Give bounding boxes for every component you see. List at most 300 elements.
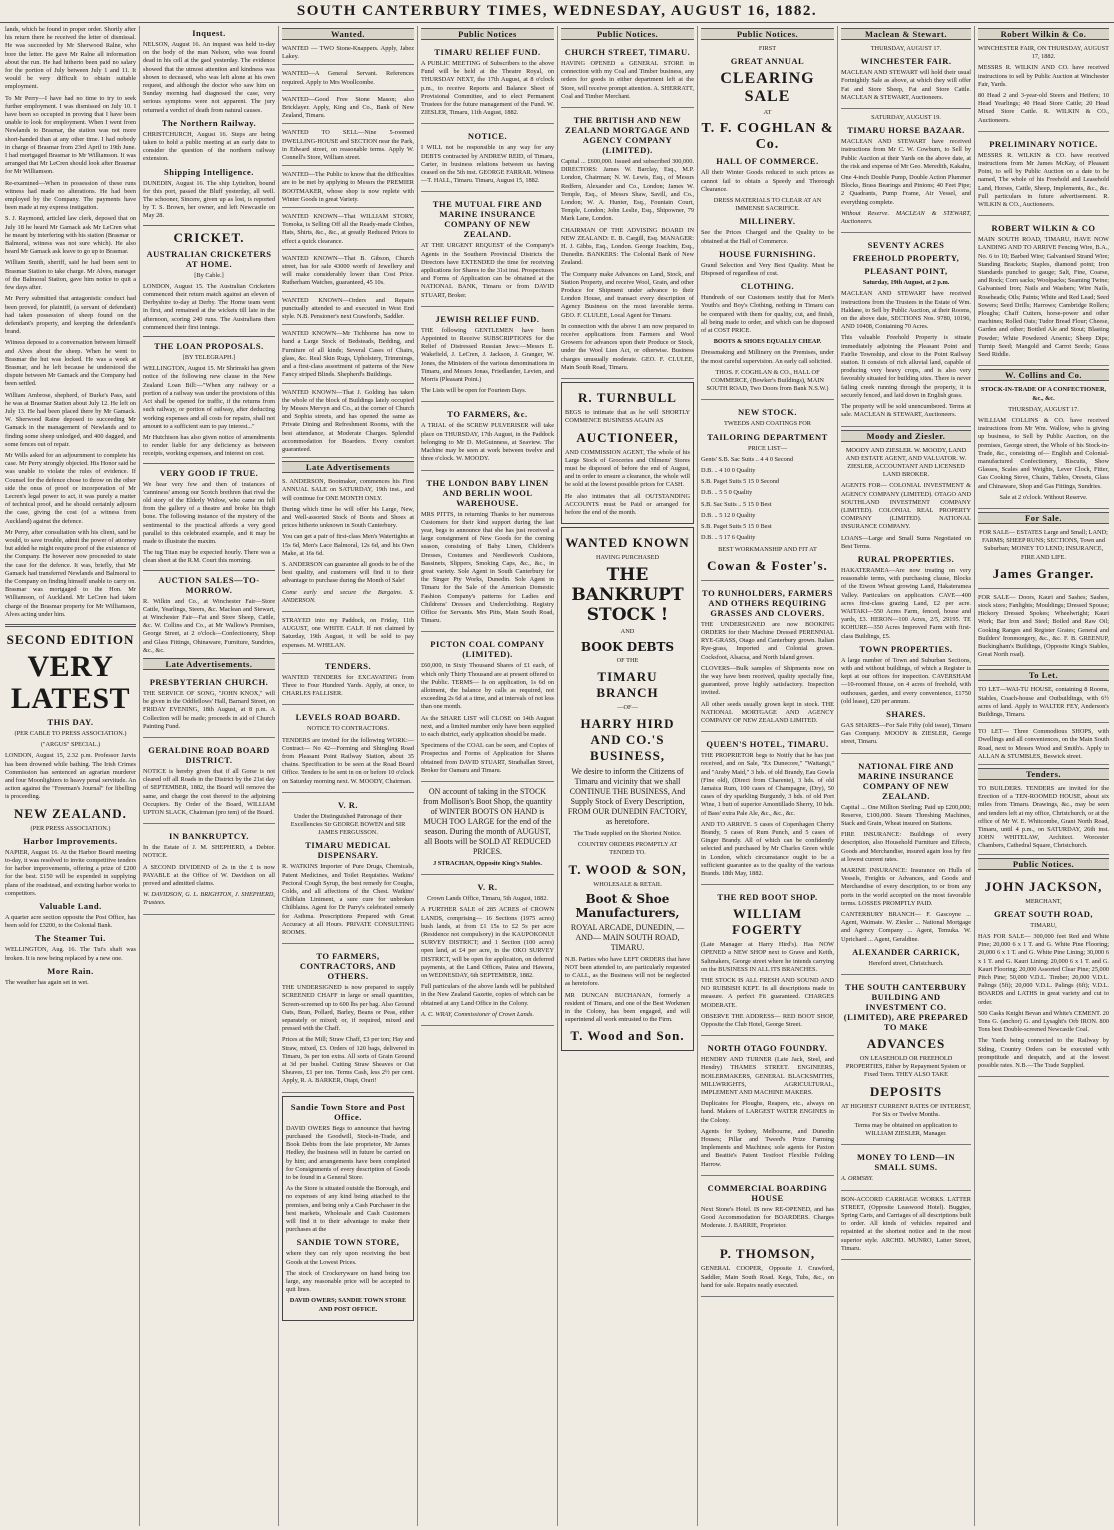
vr-mark: V. R.	[337, 799, 359, 810]
ad-text: Capital ... One Million Sterling; Paid up £200,000; Reserve, £100,000. Steam Threshing Machines, Stack and Grain, Wheat insured on Stations.	[841, 803, 971, 827]
building-heading: THE SOUTH CANTERBURY BUILDING AND INVESTMENT CO. (LIMITED), ARE PREPARED TO MAKE	[843, 982, 969, 1033]
ad-text: One 4-inch Double Pump, Double Action Plummer Blocks, Brass Bearings and Pinions; 40 Feet Pipe; 2 Quadrants, Pump Frame, Air Vessel, and everything complete.	[841, 174, 971, 206]
wilkin-heading: Robert Wilkin & Co.	[978, 28, 1109, 40]
ad-block	[701, 888, 834, 1036]
town-label: TOWN PROPERTIES.	[859, 643, 953, 654]
ad-text: Capital ... £600,000. Issued and subscribed 300,000. DIRECTORS: James W. Barclay, Esq., M.P. London, Chairman; N. W. Lewis, Esq., of Messrs Redfern, Alexander and Co., London; James W. Temple, Esq., of Messrs Shaw, Savill, and Co., London; W. A. Hunter, Esq., Fountain Court, Temple, London; John Leslie, Esq., Shipowner, 79 Mark Lane, London.	[561, 158, 694, 223]
ad-text: See the Prices Charged and the Quality to be obtained at the Hall of Commerce.	[701, 229, 834, 245]
article-text: DUNEDIN, August 16. The ship Lyttelton, bound for this port, passed the Bluff yesterday, all well. The schooner, Sincere, given up as lost, is reported by T. S. Brown, her owner, and left Newcastle on May 28.	[143, 179, 275, 220]
tenders-heading: TENDERS.	[324, 660, 372, 671]
ad-text: In the Estate of J. M. SHEPHERD, a Debtor. NOTICE.	[143, 844, 275, 860]
ad-block	[841, 1148, 971, 1190]
thomson-heading: P. THOMSON,	[719, 1246, 816, 1262]
ad-text: A large number of Town and Suburban Sections, with and without buildings, of which a Register is kept at our offices for inspection. CAVERSHAM—10-roomed House, on 4 acres of freehold, with outhouses, garden, and every convenience, £1750 (old lease), £20 per annum.	[841, 656, 971, 705]
this-day-label: THIS DAY.	[47, 717, 94, 728]
ad-text: A TRIAL of the SCREW PULVERISER will take place on THURSDAY, 17th August, in the Paddock belonging to Mr D. McGuinness, at Seaview. The Machine may be seen at work between twelve and three o'clock. W. MOODY.	[421, 422, 554, 463]
ad-text: Sale at 2 o'clock. Without Reserve.	[999, 493, 1088, 501]
ad-block	[143, 827, 275, 914]
money-lend-heading: MONEY TO LEND—IN SMALL SUMS.	[856, 1152, 956, 1173]
ad-text: The Company make Advances on Land, Stock, and Station Property, and receive Wool, Grain, and other Produce for Shipment under advance to their London House, and transact every description of Agency Business on the most favorable terms. GEO. F. CLULEE, Local Agent for Timaru.	[561, 270, 694, 319]
land-heading: Valuable Land.	[39, 901, 102, 912]
ad-text: TWEEDS AND COATINGS FOR	[724, 420, 811, 428]
column-1	[2, 26, 140, 1526]
ad-text: During which time he will offer his Large, New, and Well-assorted Stock of Boots and Shoes at prices hitherto unknown in South Canterbury.	[282, 505, 414, 530]
ad-text: WANTED TENDERS for EXCAVATING from Three to Four Hundred Yards. Apply, at once, to CHARLES FALLISER.	[282, 673, 414, 698]
ad-text: In connection with the above I am now prepared to receive applications from Farmers and Wool Growers for advances upon their Produce or Stock, under the Wool Lien Act, or otherwise. Business charges unusually moderate. GEO. F. CLULEE, Main South Road, Timaru.	[561, 322, 694, 371]
classified-ad: WANTED KNOWN—Mr Tichborne has now to hand a Large Stock of Bedsteads, Bedding, and Furniture of all kinds; Several Cases of Chairs, glass, &c. Real Skin Rugs, Upholstery, Trimmings, and a first-class assortment of patterns of the New Fancy striped Blinds. Shepherd's Buildings.	[282, 328, 414, 383]
ad-block	[421, 785, 554, 875]
article-text: CHRISTCHURCH, August 16. Steps are being taken to hold a public meeting at an early date to consider the question of the northern railway extension.	[143, 130, 275, 163]
ad-block	[701, 584, 834, 732]
article-text: LONDON, August 15, 2.32 p.m. Professor Jarvis has been drowned while bathing. The Irish Crimes Commission has sentenced an agrarian murderer and four Moonlighters to heavy penal servitude. An action against the "Freeman's Journal" for libelling is proceeding.	[5, 752, 136, 801]
divider	[143, 225, 275, 226]
masthead: SOUTH CANTERBURY TIMES, WEDNESDAY, AUGUST 16, 1882.	[0, 0, 1114, 23]
article-text: NELSON, August 16. An inquest was held to-day on the body of the man Nelson, who was found dead in his cell at the gaol yesterday. The evidence showed that the utmost attention and kindness was shown to deceased, who was left alone at his own request, and although the doctor who saw him on Sunday morning had diagnosed the case, very serious symptoms were not apparent. The jury returned a verdict of death from natural causes.	[143, 41, 275, 114]
wilkin-co-label: ROBERT WILKIN & CO	[991, 223, 1096, 234]
ad-block	[282, 476, 414, 612]
ad-block	[143, 741, 275, 824]
very-latest-heading: VERY LATEST	[10, 650, 131, 716]
ad-block	[421, 195, 554, 306]
red-boot-heading: THE RED BOOT SHOP.	[717, 892, 818, 903]
ad-text: MACLEAN AND STEWART will hold their usual Fortnightly Sale as above, at which they will offer Fat and Store Sheep, Fat and Store Cattle. MACLEAN & STEWART, Auctioneers.	[841, 69, 971, 101]
ad-text: R. WATKINS Importer of Pure Drugs, Chemicals, Patent Medicines, and Toilet Requisites. Watkins' Pectoral Cough Syrup, the best remedy for Coughs, Colds, and all affections of the Chest. Watkins' Chilblain Liniment, a sure cure for unbroken Chilblains. Agent for Dr Parry's celebrated remedy for Asthma. Prescriptions Prepared with Great Accuracy at all Hours. PRIVATE CONSULTING ROOMS.	[282, 863, 414, 937]
ad-text: £60,000, in Sixty Thousand Shares of £1 each, of which only Thirty Thousand are at present offered to the Public. TERMS— Is on application, 1s 6d on allotment, the balance by calls as required, not exceeding 2s 6d at a time, and at intervals of not less than one month.	[421, 662, 554, 711]
seventy-acres-label: SEVENTY ACRES	[867, 240, 945, 251]
ad-text: AT	[763, 109, 772, 117]
article-text: William Ambrose, shepherd, of Burke's Pass, said he was at Brasmar Station about July 12. He left on July 13. He had been placed there by Mr Gamack. W. Sherwood Raine deposed to succeeding Mr Gamack in the management of Newlands and to finding some sheep unlodged, and 400 dagged, and some fences out of repair.	[5, 391, 136, 448]
ad-text: PRICE LIST—	[747, 444, 787, 452]
ad-text: BEST WORKMANSHIP AND FIT AT	[718, 545, 817, 553]
great-annual-label: GREAT ANNUAL	[730, 56, 805, 67]
article-text: William Smith, sheriff, said he had been sent to Brasmar Station to take charge. Mr Alves, manager of the Balmoral Station, gave him notice to quit a few days after.	[5, 259, 136, 292]
ad-block	[978, 135, 1109, 216]
article-text: Mr Perry submitted that antagonistic conduct had been proved, for plaintiff, (a servant of defendant) had taken possession of sheep found on the defendant's property, and keeping the defendant's brand.	[5, 295, 136, 336]
article-text: The weather has again set in wet.	[5, 978, 89, 986]
ad-text: The Lists will be open for Fourteen Days.	[421, 387, 527, 395]
ad-text: THE SERVICE OF SONG, "JOHN KNOX," will be given in the Oddfellows' Hall, Barnard Street, on FRIDAY EVENING, 18th August, at 8 p.m. A Collection will be made; proceeds in aid of Church Painting Fund.	[143, 689, 275, 730]
ad-text: This valuable Freehold Property is situate immediately adjoining the Pleasant Point and Fairlie Township, and close to the Point Railway station. It consists of rich alluvial land, capable of producing very heavy crops, and is also very favorably situated for building sites. There is never failing creek running through the property, it is securely fenced, and laid down in English grass.	[841, 334, 971, 399]
ad-text: OBSERVE THE ADDRESS— RED BOOT SHOP, Opposite the Club Hotel, George Street.	[701, 1012, 834, 1029]
harbor-heading: Harbor Improvements.	[23, 835, 118, 846]
ad-text: FIRE INSURANCE: Buildings of every description, also Household Furniture and Effects, Goods and Merchandise, insured again loss by fire at lowest current rates.	[841, 831, 971, 863]
article-text: Re-examined—When in possession of these runs witness had made no alterations. He had been employed by the Company. The payments have been made at my express instigation.	[5, 179, 136, 212]
signature: THOS. F. COGHLAN & CO., HALL OF COMMERCE, (Bowker's Buildings), MAIN SOUTH ROAD, Two Doors from Bank N.S.W.)	[706, 368, 829, 393]
good-if-true-heading: VERY GOOD IF TRUE.	[159, 467, 259, 478]
steamer-heading: The Steamer Tui.	[35, 933, 106, 944]
public-notices-heading: Public Notices.	[978, 858, 1109, 870]
runholders-heading: TO RUNHOLDERS, FARMERS AND OTHERS REQUIRING GRASSES AND CLOVERS.	[702, 587, 833, 618]
divider	[143, 463, 275, 464]
cable-label: (PER CABLE TO PRESS ASSOCIATION.)	[14, 730, 127, 738]
ad-block	[978, 592, 1109, 667]
ad-block	[561, 382, 694, 524]
ad-text: 80 Head 2 and 3-year-old Steers and Heifers; 10 Head Yearlings; 40 Head Store Cattle; 20 Head Mixed Store Cattle. R. WILKIN & CO., Auctioneers.	[978, 92, 1109, 124]
ad-text: MOODY AND ZIESLER. W. MOODY, LAND AND ESTATE AGENT, AND VALUATOR. W. ZIESLER, ACCOUNTANT AND LICENSED LAND BROKER.	[845, 446, 967, 479]
public-notices-heading: Public Notices.	[701, 28, 834, 40]
classified-ad: WANTED KNOWN—That J. Golding has taken the whole of the block of Buildings lately occupied by Messrs Mervyn and Co., at the corner of Church and Sophia streets, and has opened the same as Private Dining and Refreshment Rooms, with the best attendance, at Moderate Charges. Splendid accommodation for Boarders. Every comfort guaranteed.	[282, 387, 414, 459]
clearing-sale-heading: CLEARING SALE	[720, 70, 815, 106]
ad-text: You can get a pair of first-class Men's Watertights at 15s 6d, Men's Lace Balmoral, 12s 6d, and his Own Make, at 16s 6d.	[282, 533, 414, 557]
signature: J STRACHAN, Opposite King's Stables.	[433, 859, 542, 867]
notice-heading: NOTICE.	[467, 131, 508, 142]
ad-text: The Yards being connected to the Railway by Siding, Country Orders can be executed with promptitude and despatch, and at the lowest possible rates. N.B.—The Trade Supplied.	[978, 1037, 1109, 1070]
ad-block	[701, 1240, 834, 1297]
boarding-heading: COMMERCIAL BOARDING HOUSE	[707, 1182, 828, 1203]
ad-text: ROYAL ARCADE, DUNEDIN, —AND— MAIN SOUTH ROAD, TIMARU.	[570, 922, 685, 952]
ad-text: Hereford street, Christchurch.	[868, 959, 944, 967]
ad-text: MESSRS R. WILKIN AND CO. have received instructions to sell by Public Auction at Winchester Fair, Yards.	[978, 64, 1109, 88]
furnishing-label: HOUSE FURNISHING.	[719, 248, 816, 259]
ad-block	[841, 43, 971, 109]
church-heading: PRESBYTERIAN CHURCH.	[149, 676, 269, 687]
public-notices-heading: Public Notices.	[561, 28, 694, 40]
ad-block	[978, 873, 1109, 1078]
ad-text: WILLIAM COLLINS & CO. have received instructions from Mr Wm. Wallow, who is giving up business, to Sell by Public Auction, on the premises, George street, the Whole of his Stock-in-Trade, &c., consisting of— English and Colonial-manufactured Confectionery, Biscuits, Show Glasses, Scales and Weights, Lever Clock, Fitter, Gas Cooking Stove, Chairs, Tables, Oresets, Glass and Chinaware, Shop and Gas Fittings, Sundries.	[978, 416, 1109, 490]
ad-text: Full particulars of the above lands will be published in the New Zealand Gazette, copies of which can be obtained at any Land Office in the Colony.	[421, 983, 554, 1007]
ad-text: AT THE URGENT REQUEST of the Company's Agents in the Southern Provincial Districts the Directors have EXTENDED the time for receiving applications for Shares to the 31st inst. Prospectuses and Forms of Application can be obtained at the NATIONAL BANK, Timaru or from DAVID STUART, Broker.	[421, 242, 554, 299]
for-sale-heading: For Sale.	[978, 512, 1109, 524]
ad-text: where they can rely upon receiving the best Goods at the Lowest Prices.	[286, 1250, 410, 1266]
ad-text: DRESS MATERIALS TO CLEAR AT AN IMMENSE SACRIFICE.	[713, 197, 822, 213]
collins-heading: W. Collins and Co.	[978, 369, 1109, 381]
ad-text: Agents for Sydney, Melbourne, and Dunedin Houses; Pillar and Tweed's Prize Farming Implements and Machines; sole agents for Paxton and Beattie's Patent Testfoot Flexible Folding Harrow.	[701, 1127, 834, 1168]
ad-text: As the SHARE LIST will CLOSE on 14th August next, and a limited number only have been supplied to each district, early application should be made.	[421, 714, 554, 738]
book-debts-heading: BOOK DEBTS	[580, 639, 675, 654]
signature: A. C. WRAY, Commissioner of Crown Lands.	[421, 1010, 534, 1018]
ad-block	[561, 111, 694, 379]
ad-text: WHOLESALE & RETAIL	[593, 880, 662, 888]
ad-block	[701, 403, 834, 580]
article-text: Mr Perry, after consultation with his client, said he would, to save trouble, admit the power of attorney but added he might require proof of the existence of the Company. He however now proceeded to state the case for the defence. It was, briefly, that Mr Gamack had transferred Newlands and Balmoral to the Company on finding himself unable to carry on. Brasmar was mortgaged to the Hon. Mr Williamson, of Auckland. Mr LeCren had taken charge of the Brasmar property for Mr Williamson, Alves acting under him.	[5, 528, 136, 618]
ad-block	[561, 527, 694, 1051]
ad-text: Grand Selection and Very Best Quality. Must be Disposed of regardless of cost.	[701, 261, 834, 278]
ad-block	[978, 43, 1109, 132]
ad-text: 500 Casks Knight Bevan and White's CEMENT. 20 Tons G. (anchor) G. and Lysaght's Orb IRON. 800 Tons best Double-screened Newcastle Coal.	[978, 1009, 1109, 1034]
second-edition-heading: SECOND EDITION	[6, 632, 135, 648]
ad-block	[978, 219, 1109, 366]
farmers-heading: TO FARMERS, &c.	[447, 409, 528, 420]
price-row: S.B. Paget Suits 5 15 0 Second	[701, 478, 780, 486]
ad-text: A SECOND DIVIDEND of 2s in the £ is now PAYABLE at the Office of W. Davidson on all proved and admitted claims.	[143, 863, 275, 888]
divider	[143, 570, 275, 571]
ad-text: LOANS—Large and Small Sums Negotiated on Best Terms.	[841, 534, 971, 550]
great-south-road-label: GREAT SOUTH ROAD,	[993, 908, 1094, 919]
turnbull-heading: R. TURNBULL	[578, 390, 677, 406]
column-2	[140, 26, 279, 1526]
ad-text: AND TO ARRIVE. 5 cases of Copenhagen Cherry Brandy, 5 cases of Rum Punch, and 5 cases of Ginger Brandy. All of which can be confidently selected and purchased by Mr Charles Green while in London, which circumstance ought to be a sufficient guarantee as to the quality of the various Brands. 18th May, 1882.	[701, 820, 834, 877]
ad-text: OF THE	[616, 656, 639, 664]
ad-text: BEGS to intimate that as he will SHORTLY COMMENCE BUSINESS AGAIN AS	[565, 409, 690, 425]
classified-ad: WANTED TO SELL—Nine 5-roomed DWELLING-HOUSE and SECTION near the Park, in Edward street, on reasonable terms. Apply W. Connell's Store, William street.	[282, 127, 414, 166]
ad-text: BOOTS & SHOES EQUALLY CHEAP.	[713, 338, 822, 346]
ad-text: AGENTS FOR— COLONIAL INVESTMENT & AGENCY COMPANY (LIMITED). OTAGO AND SOUTHLAND INVESTMENT COMPANY (LIMITED). COLONIAL REAL PROPERTY COMPANY (LIMITED). NATIONAL INSURANCE COMPANY.	[841, 482, 971, 531]
classified-ad: WANTED KNOWN—That WILLIAM STORY, Tomoka, is Selling Off all the Ready-made Clothes, Hats, Shirts, &c., &c., at greatly Reduced Prices to effect a quick clearance.	[282, 211, 414, 250]
ad-block	[841, 1194, 971, 1260]
classified-ad: WANTED KNOWN—That B. Gibson, Church street, has for sale 43000 worth of Jewellery and will make considerably lower than Cost Price. Rutherham Watches, guaranteed, 45 10s.	[282, 253, 414, 292]
ad-text: TENDERS are invited for the following WORK:— Contract— No 42—Forming and Shingling Road from Pleasant Point Railway Station, about 35 chains. Specification to be seen at the Road Board Office. Tenders to be sent in on or before 10 o'clock on Saturday morning next. W. MOODY, Chairman.	[282, 736, 414, 785]
ad-block	[841, 978, 971, 1145]
ad-block	[143, 673, 275, 738]
ad-text: AND	[620, 628, 635, 636]
column-4	[418, 26, 558, 1526]
railway-heading: The Northern Railway.	[161, 117, 257, 128]
ad-text: GAS SHARES—For Sale Fifty (old issue), Timaru Gas Company. MOODY & ZIESLER, George street, Timaru.	[841, 721, 971, 746]
ad-block	[701, 1039, 834, 1176]
new-stock-label: NEW STOCK.	[737, 407, 797, 418]
granger-label: James Granger.	[992, 565, 1095, 581]
preliminary-heading: PRELIMINARY NOTICE.	[989, 138, 1098, 149]
divider	[143, 336, 275, 337]
bankrupt-stock-heading: THE BANKRUPT STOCK !	[571, 565, 684, 626]
national-heading: NATIONAL FIRE AND MARINE INSURANCE COMPANY OF NEW ZEALAND.	[857, 760, 955, 801]
ad-text: AT HIGHEST CURRENT RATES OF INTEREST, For Six or Twelve Months.	[841, 1102, 971, 1118]
ad-text: THE UNDERSIGNED are now BOOKING ORDERS for their Machine Dressed PERENNIAL RYE-GRASS, Otago and Canterbury grown. Italian Rye-grass, Imported and Colonial grown. Cocksfoot, Alsacsa, and North Island grown.	[701, 620, 834, 661]
winchester-heading: WINCHESTER FAIR.	[860, 56, 952, 67]
ad-text: FOR SALE— ESTATES Large and Small; LAND; FARMS; SHEEP RUNS; SECTIONS, Town and Suburban; MONEY TO LEND; INSURANCE, FIRE AND LIFE.	[979, 528, 1108, 561]
road-board-heading: GERALDINE ROAD BOARD DISTRICT.	[148, 744, 270, 765]
ad-text: The stock of Crockeryware on hand being too large, any reasonable price will be accepted to quit lines.	[286, 1269, 410, 1294]
loan-heading: THE LOAN PROPOSALS.	[154, 341, 264, 352]
ad-block	[701, 1179, 834, 1238]
new-zealand-heading: NEW ZEALAND.	[14, 805, 127, 821]
ad-text: Next Stone's Hotel. IS now RE-OPENED, and has Good Accommodation for BOARDERS. Charges Moderate. J. BARRIE, Proprietor.	[701, 1205, 834, 1230]
ad-text: MARINE INSURANCE: Insurance on Hulls of Vessels, Freights or Advances, and Goods and Merchandise of every description, to or from any ports in the world accepted on the most favorable terms. LOSSES PROMPTLY PAID.	[841, 867, 971, 907]
ad-text: He also intimates that all OUTSTANDING ACCOUNTS must be Paid or arranged for before the end of the month.	[565, 492, 690, 516]
relief-fund-heading: TIMARU RELIEF FUND.	[434, 47, 541, 57]
wood-son-heading: T. WOOD & SON,	[568, 861, 687, 877]
ad-text: Terms may be obtained on application to WILLIAM ZIESLER, Manager.	[854, 1122, 958, 1138]
bazaar-heading: TIMARU HORSE BAZAAR.	[847, 125, 965, 136]
contractors-label: NOTICE TO CONTRACTORS.	[306, 725, 390, 733]
ad-text: ON account of taking in the STOCK from Mollison's Boot Shop, the quantity of WINTER BOOTS ON HAND is MUCH TOO LARGE for the end of the season. During the month of AUGUST, all Boots will be SOLD AT REDUCED PRICES.	[423, 786, 552, 856]
ad-text: CHAIRMAN OF THE ADVISING BOARD IN NEW ZEALAND: E. B. Cargill, Esq. MANAGER: H. J. Gibbs, Esq., London. George Joachim, Esq., Dunedin. BANKERS: The Colonial Bank of New Zealand.	[561, 226, 694, 267]
ad-text: THE UNDERSIGNED is now prepared to supply SCREENED CHAFF in large or small quantities, Screen-screened up to 600 lbs per bag. Also Ground Oats, Bran, Pollard, Barley, Beans or Peas, either separately or mixed; or, if required, mixed and pressed with the Chaff.	[282, 984, 414, 1033]
shipping-heading: Shipping Intelligence.	[164, 166, 254, 177]
telegraph-label: [BY TELEGRAPH.]	[182, 354, 236, 362]
vr-mark: V. R.	[477, 882, 498, 893]
sandie-heading: Sandie Town Store and Post Office.	[290, 1101, 406, 1122]
price-row: S.B. Paget Suits 5 15 0 Best	[701, 523, 772, 531]
ad-text: All their Winter Goods reduced to such prices as cannot fail to obtain a Speedy and Thorough Clearance.	[701, 169, 834, 193]
signature: DAVID OWERS; SANDIE TOWN STORE AND POST OFFICE.	[289, 1297, 407, 1313]
ad-block	[561, 43, 694, 108]
article-text: NAPIER, August 16. At the Harbor Board meeting to-day, it was resolved to invite competitive tenders for harbor improvements, offering a prize of £200 for the best. £150 will be expended in supplying plans of the roadstead, and existing harbor works to competitors.	[5, 848, 136, 897]
classified-ad: WANTED KNOWN—Orders and Repairs punctually attended to and executed in West End style. N.B. Pensioner's next Crawford's, Saddler.	[282, 295, 414, 326]
crown-lands-label: Crown Lands Office, Timaru, 5th August, 1882.	[427, 895, 548, 903]
to-let-heading: To Let.	[978, 669, 1109, 681]
classified-ad: WANTED — TWO Stone-Knappers. Apply, Jabez Lakey.	[282, 43, 414, 65]
ad-text: ON LEASEHOLD OR FREEHOLD PROPERTIES, Either by Repayment System or Fixed Term. THEY ALSO TAKE	[845, 1055, 967, 1079]
ad-text: DAVID OWERS Begs to announce that having purchased the Goodwill, Stock-in-Trade, and Book Debts from the late proprietor, Mr James Hedley, the business will in future be carried on by him; and arrangements have been completed for Consignments of every description of Goods to be found in a General Store.	[286, 1124, 410, 1181]
queens-hotel-heading: QUEEN'S HOTEL, TIMARU.	[706, 739, 829, 750]
column-5	[558, 26, 698, 1526]
ad-block	[282, 1096, 414, 1321]
classified-ad: WANTED—Good Free Stone Mason; also Bricklayer. Apply, King and Co., Bank of New Zealand, Timaru.	[282, 94, 414, 125]
levels-heading: LEVELS ROAD BOARD.	[295, 712, 401, 723]
signature: W. DAVIDSON, G. L. BRIGHTON, J. SHEPHERD, Trustees.	[143, 891, 275, 907]
ad-block	[978, 384, 1109, 509]
rural-label: RURAL PROPERTIES.	[857, 553, 955, 564]
ad-block	[701, 43, 834, 400]
ad-text: (Late Manager at Harry Hird's). Has NOW OPENED a NEW SHOP next to Grave and Keith, Saltmakers, George street where he intends carrying on the BUSINESS IN ALL ITS BRANCHES.	[701, 941, 834, 973]
article-text: WELLINGTON, August 15. Mr Shrimski has given notice of the following new clause in the New Zealand Loan Bill:—"When any railway or a portion of a railway was under the provisions of this Act shall be opened for traffic, if the returns from such railway, or portion of railway, after deducting working expenses and all costs for repairs, shall not amount to a sufficient sum to pay interest..."	[143, 365, 275, 430]
divider	[5, 624, 136, 627]
baby-linen-heading: THE LONDON BABY LINEN AND BERLIN WOOL WAREHOUSE.	[426, 477, 549, 508]
ad-text: HAS FOR SALE— 300,000 feet Red and White Pine; 20,000 6 x 1 T. and G. White Pine Flooring; 20,000 6 x 1 T. and G. White Pine Lining; 30,000 6 x 1 T. and G. Kauri Lining; 20,000 6 x 1 T. and G. Kauri Flooring; 20,000 Assorted Clear Pine; 25,000 Pitch Pine; 50,000 V.D.L. Timber; 20,000 V.D.L. Palings (5ft); 20,000 V.D.L. Palings (6ft); V.D.L. BOARDS and LATHS in great variety and cut to order.	[978, 933, 1109, 1006]
carrick-label: ALEXANDER CARRICK,	[852, 946, 960, 957]
article-text: Witness deposed to a conversation between himself and Alves about the sheep. When he went to Brasmar the hut was locked. He was a week at Brasmar, and he left because he understood the dispute between Mr Gamack and the Company had been settled.	[5, 339, 136, 388]
signature: Without Reserve. MACLEAN & STEWART, Auctioneers.	[841, 209, 971, 226]
ad-text: THE STOCK IS ALL FRESH AND SOUND AND NO RUBBISH KEPT. In all descriptions made to measure. A perfect Fit guaranteed. CHARGES MODERATE.	[701, 977, 834, 1009]
article-text: WELLINGTON, Aug. 16. The Tui's shaft was broken. It is now being replaced by a new one.	[5, 946, 136, 962]
ad-text: The Trade supplied on the Shortest Notice.	[573, 829, 682, 837]
ad-text: THE PROPRIETOR begs to Notify that he has just received, and on Sale, "Ex Dunecore," "Waitangi," and "Araby Maid," 3 hds. of old Brandy, Eau Gowla (Fine old), (Direct from Charente), 3 hds. of old Jamaica Rum, 100 cases of Champagne, (Dry), 50 cases of dry sparkling Burgundy, 3 hds. of old Port Wine, 1 butt of superior Amontillado Sherry, 10 hds. of Bass' extra Pale Ale, &c., &c., &c.	[701, 752, 834, 817]
late-ads-heading: Late Advertisements.	[143, 658, 275, 670]
agency-heading: THE BRITISH AND NEW ZEALAND MORTGAGE AND AGENCY COMPANY (LIMITED).	[565, 115, 690, 156]
freehold-label: FREEHOLD PROPERTY,	[852, 253, 960, 264]
millinery-label: MILLINERY.	[739, 216, 796, 227]
hall-label: HALL OF COMMERCE.	[716, 156, 819, 167]
ad-block	[421, 405, 554, 470]
ad-text: SATURDAY, AUGUST 19.	[871, 114, 941, 122]
inquest-heading: Inquest.	[192, 28, 226, 38]
classified-ad: TO LET— Three Commodious SHOPS, with Dwellings and all conveniences, on the Main South Road, next to Messrs Wood and Smith's. Apply to ALLAN & STUMBLES, Beswick street.	[978, 726, 1109, 765]
ad-text: HENDRY AND TURNER (Late Jack, Steel, and Hendry) THAMES STREET. ENGINEERS, BOILERMAKERS, GENERAL BLACKSMITHS, MILLWRIGHTS, AGRICULTURAL, IMPLEMENT AND MACHINE MAKERS.	[701, 1056, 834, 1097]
ad-text: A PUBLIC MEETING of Subscribers to the above Fund will be held at the Theatre Royal, on THURSDAY NEXT, the 17th August, at 8 o'clock p.m., to receive Reports and Balance Sheet of Provisional Committee, and to elect Permanent Trustees for the future management of the Fund. W. ZIESLER, Timaru, 11th August, 1882.	[421, 60, 554, 117]
ad-text: THURSDAY, AUGUST 17.	[1008, 405, 1079, 413]
price-row: D.B. .. 5 17 6 Quality	[701, 534, 756, 542]
ad-text: WINCHESTER FAIR, ON THURSDAY, AUGUST 17, 1882.	[978, 45, 1109, 61]
article-text: lands, which he found in proper order. Shortly after his return there he received the letter of dismissal. He was succeeded by Mr Sherwood Ralne, who bore the letter. He gave Mr Ralne all information about the run. He had hitherto been paid no salary for the portion of July between July 1 and 11. It would be very difficult to obtain suitable employment.	[5, 26, 136, 91]
ad-block	[978, 527, 1109, 589]
ad-text: Dressmaking and Millinery on the Premises, under the most careful supervision. An early call solicited.	[701, 349, 834, 365]
ad-text: MERCHANT,	[1025, 897, 1062, 905]
fogerty-heading: WILLIAM FOGERTY	[732, 906, 803, 938]
advances-label: ADVANCES	[866, 1036, 946, 1052]
signature: T. Wood and Son.	[570, 1028, 685, 1044]
jackson-heading: JOHN JACKSON,	[984, 878, 1103, 894]
ad-text: HAVING PURCHASED	[595, 554, 660, 562]
ad-block	[421, 310, 554, 403]
maclean-stewart-heading: Maclean & Stewart.	[841, 28, 971, 40]
ad-text: Hundreds of our Customers testify that for Men's Youth's and Boy's Clothing, nothing in Timaru can be compared with them for quality, cut, and finish, all being made to order, and which can be disposed of at COST PRICE.	[701, 294, 834, 335]
ad-text: STOCK-IN-TRADE OF A CONFECTIONER, &c., &c.	[980, 386, 1107, 402]
ad-text: HAVING OPENED a GENERAL STORE in connection with my Coal and Timber business, any orders for goods in either department left at the Store, will receive prompt attention. A. SHERRATT, Coal and Timber Merchant.	[561, 60, 694, 100]
ad-text: I WILL not be responsible in any way for any DEBTS contracted by ANDREW REID, of Timaru, Carter, in business relations between us having ceased on the 5th inst. GEORGE FARRAR. Witness—T. HALL, Timaru. Timaru, August 15, 1882.	[421, 144, 554, 185]
price-row: D.B. .. 5 5 0 Quality	[701, 489, 753, 497]
ad-text: We desire to inform the Citizens of Timaru and vicinity that we shall CONTINUE THE BUSINESS, And Supply Stock of Every Description, FROM OUR DUNEDIN FACTORY, as heretofore.	[567, 766, 688, 826]
rain-heading: More Rain.	[47, 965, 94, 976]
late-ads-heading: Late Advertisements	[282, 461, 414, 473]
price-row: Gents' S.B. Sac Suits .. 4 4 0 Second	[701, 455, 794, 463]
ad-block	[421, 127, 554, 192]
picton-coal-heading: PICTON COAL COMPANY (LIMITED).	[430, 639, 545, 660]
ad-text: MESSRS R. WILKIN & CO. have received instructions from Mr James McKay, of Pleasant Point, to sell by Public Auction on a date to be named, The whole of his Freehold and Leasehold Land, Horses, Cattle, Sheep, Implements, &c., &c. Full particulars in future advertisement. R. WILKIN & CO., Auctioneers.	[978, 151, 1109, 209]
auction-heading: AUCTION SALES—TO-MORROW.	[158, 574, 260, 595]
cowan-foster-heading: Cowan & Foster's.	[707, 557, 828, 573]
ad-text: FOR SALE— Doors, Kauri and Sashes; Sashes, stock sizes; Fanlights; Mouldings; Dressed Spouse; Hickory Dressed Spokes; Wheelwright; Kauri Work; Bar Iron and Steel; Boiled and Raw Oil; Cooking Ranges and Register Grates; General and Builders' Ironmongery, &c., &c. F. B. GREENUP, Buckingham's Buildings, (Opposite King's Stables, Great North road).	[978, 593, 1109, 659]
ad-text: MACLEAN AND STEWART have received instructions from Mr C. W. Cowburn, to Sell by Public Auction at their Yards on the above date, at the risk and expense of Mr Geo. Meredith, Kakahu,	[841, 138, 971, 170]
wanted-known-heading: WANTED KNOWN	[565, 535, 690, 551]
ad-block	[282, 947, 414, 1092]
ad-text: The property will be sold unencumbered. Terms at sale. MACLEAN & STEWART, Auctioneers.	[841, 403, 971, 419]
ad-text: MAIN SOUTH ROAD, TIMARU, HAVE NOW LANDING AND TO ARRIVE Fencing Wire, B.A., No. 6 to 10; Barbed Wire; Galvanised Strand Wire; Standing Brackets; Staples, diamond point; Iron Standards punched to gauge; Salt, Fine, Coarse, and Rock; Corn sacks; Woolpacks; Seaming Twine; Galvanised Iron; Nails and Washers; Wire Nails, Roseheads; Oils; Paints; White and Red Lead; Seed Sowers; Seed Drills; Harrows; Cambridge Rollers; Ploughs; Chaff Cutters, horse-power and other machines; Rolled Oats; Tudor Bread Flour; Cheese, Garden and other; Bottled Ale and Stout; Blasting Powder; White Powdered Arsenic; Sheep Dips; Turnip Seed; Mangold and Carrot Seeds; Grass Seed Riddle.	[978, 236, 1109, 359]
ad-text: AND COMMISSION AGENT, The whole of his Large Stock of Groceries and Oilmens' Stores must be disposed of before the end of August, and in order to ensure a clearance, the whole will be sold at the lowest possible prices for CASH.	[565, 448, 690, 489]
ad-block	[841, 757, 971, 975]
ad-text: Specimens of the COAL can be seen, and Copies of Prospectus and Forms of Application for Shares obtained from DAVID STUART, Strathallan Street, Broker for Oamaru and Timaru.	[421, 742, 554, 774]
ad-text: As the Store is situated outside the Borough, and no expenses of any kind being attached to the premises, and being only a Cash Purchaser in the best markets, Wholesale and Cash Customers will find it to their advantage to make their purchases at the	[286, 1185, 410, 1234]
ad-text: A FURTHER SALE of 285 ACRES of CROWN LANDS, comprising— 16 Sections (1975 acres) bush lands, at from £1 15s to £2 5s per acre (Residence not compulsory) in the KAUPOKONUI SURVEY DISTRICT; and 1 Section (100 acres) open land, at £4 per acre, in the OKO SURVEY DISTRICT, will be open for application, on deferred payments, at the Land Offices, Patea and Hawera, on WEDNESDAY, 6th SEPTEMBER, 1882.	[421, 906, 554, 980]
shares-label: SHARES.	[886, 708, 926, 719]
classified-ad: TO LET—WAI-TU HOUSE, containing 8 Rooms, Stables, Coach-house and Outbuildings, with 6½ acres of land. Apply to WALTER FEY, Anderson's Buildings, Timaru.	[978, 684, 1109, 723]
ad-text: BON-ACCORD CARRIAGE WORKS. LATTER STREET, (Opposite Leaswood Hotel). Buggies, Spring Carts, and Carriages of all descriptions built to order. All kinds of vehicles repaired and repainted at the shortest notice and in the most superior style. ARCHD. MUNRO, Latter Street, Timaru.	[841, 1195, 971, 1252]
ad-text: THE following GENTLEMEN have been Appointed to Receive SUBSCRIPTIONS for the Relief of Distressed Russian Jews:—Messrs E. Wakefield, J. LeCren, J. Jackson, J. Granger, W. Jones, the Ministers of the various denominations in Timaru, and Messrs Jonas, Friedlander, Levien, and Morris (Pleasant Point.)	[421, 326, 554, 384]
auctioneer-label: AUCTIONEER,	[576, 429, 679, 445]
ad-text: MR DUNCAN BUCHANAN, formerly a resident of Timaru, and one of the Best Workmen in the Colony, has been engaged, and will superintend all work entrusted to the Firm.	[565, 991, 690, 1024]
article-text: R. Wilkin and Co., at Winchester Fair—Store Cattle, Yearlings, Steers, &c. Maclean and Stewart, at Winchester Fair—Fat and Store Sheep, Cattle, &c. W. Collins and Co., at Mr Wallow's Premises, George Street, at 2 o'clock—Confectionery, Shop and Glass Fittings, Ohinaware, Furniture, Sundries, &c., &c.	[143, 597, 275, 654]
article-text: To Mr Perry—I have had no time to try to seek further employment. I was dismissed on July 10. I have been so occupied in proving that I have been unable to look for employment. When I went from Newlands to Brasmar, the station was not more short-handed than at any other time. I had nobody in charge of Brasmar from 23rd April to 19th June. I had mortgaged Brasmar to Mr Williamson. It was arranged that Mr LeCren should look after Brasmar for Mr Williamson.	[5, 94, 136, 176]
ad-text: —OF—	[617, 703, 638, 711]
article-text: The tug Titan may be expected hourly. There was a clean sheet at the R.M. Court this morning.	[143, 549, 275, 565]
public-notices-heading: Public Notices	[421, 28, 554, 40]
harry-hird-heading: HARRY HIRD AND CO.'S BUSINESS,	[580, 715, 675, 763]
column-3	[279, 26, 418, 1526]
ad-text: NOTICE is hereby given that if all Gorse is not cleared off all Roads in the District by the 21st day of SEPTEMBER, 1882, the Board will remove the same, and charge the cost thereof to the adjoining Occupiers. By Order of the Board, WILLIAM UPTON SLACK, Chairman (pro tem) of the Board.	[143, 767, 275, 816]
ad-text: CLOVERS—Bulk samples of Shipments now on the way have been received, quality specially fine, guaranteed, prove highly satisfactory. Inspection invited.	[701, 664, 834, 697]
ad-block	[421, 474, 554, 633]
dispensary-heading: TIMARU MEDICAL DISPENSARY.	[305, 840, 391, 861]
price-row: S.B. Sac Suits .. 5 15 0 Best	[701, 500, 772, 508]
article-text: Mr Wills asked for an adjournment to complete his case. Mr Perry strongly objected. His Honor said he was unable to violate the rules of evidence. If Counsel for the defence chose to throw on the other side the onus of proof or incorporation of Mr Lecren's legal power to act, it was purely a matter of technical proof, and he should certainly adjourn the case, giving the cost (of a witness from Auckland) against the defence.	[5, 451, 136, 525]
pleasant-point-label: PLEASANT POINT,	[864, 266, 948, 277]
ad-block	[421, 43, 554, 124]
ad-text: Saturday, 19th August, at 2 p.m.	[862, 279, 950, 287]
ad-block	[421, 878, 554, 1026]
ad-block	[282, 708, 414, 792]
ad-text: FIRST	[758, 45, 777, 52]
signature: Come early and secure the Bargains. S. ANDERSON.	[282, 588, 414, 604]
article-text: S. J. Raymond, articled law clerk, deposed that on July 18 he heard Mr Gamack ask Mr LeCren what he meant by interfering with his station (Brasmar or Balmoral, witness was not sure which). He also heard Mr Gamack ask leave to go up to Brasmar.	[5, 215, 136, 256]
cricket-subheading: AUSTRALIAN CRICKETERS AT HOME.	[146, 248, 272, 269]
boot-shoe-heading: Boot & Shoe Manufacturers,	[575, 891, 680, 920]
cable-label: [By Cable.]	[194, 271, 224, 279]
classified-ad: TO BUILDERS. TENDERS are invited for the Erection of a TEN-ROOMED HOUSE, about six miles from Timaru. Drawings, &c., may be seen and tenders left at my office, Christchurch, or at the office of Mr W. E. Whitcombe, Grant North Road, Timaru, until 4 p.m., on SATURDAY, 26th inst. JOHN WHITELAW, Architect. Worcester Chambers, Cathedral Square, Christchurch.	[978, 783, 1109, 855]
ad-text: Under the Distinguished Patronage of their Excellencies Sir GEORGE BOWEN and SIR JAMES FERGUSSON.	[290, 812, 406, 837]
ad-text: TIMARU,	[1030, 921, 1057, 929]
article-text: A quarter acre section opposite the Post Office, has been sold for £3200, to the Colonial Bank.	[5, 914, 136, 930]
ad-text: COUNTRY ORDERS PROMPTLY AT TENDED TO.	[577, 841, 678, 857]
column-7	[838, 26, 975, 1526]
ad-text: All other seeds usually grown kept in stock. THE NATIONAL MORTGAGE AND AGENCY COMPANY OF NEW ZEALAND LIMITED.	[701, 700, 834, 724]
bankruptcy-heading: IN BANKRUPTCY.	[169, 831, 249, 842]
coghlan-heading: T. F. COGHLAN & Co.	[701, 121, 834, 153]
ad-block	[841, 236, 971, 426]
farmers-heading: TO FARMERS, CONTRACTORS, AND OTHERS.	[299, 951, 397, 982]
tailoring-heading: TAILORING DEPARTMENT	[707, 431, 828, 442]
ad-block	[282, 796, 414, 944]
classified-ad: STRAYED into my Paddock, on Friday, 11th AUGUST, one WHITE CALF. If not claimed by Saturday, 19th August, it will be sold to pay expenses. M. WHELAN.	[282, 615, 414, 654]
signature: A. ORMSBY.	[841, 1175, 874, 1183]
classified-ad: WANTED—The Public to know that the difficulties are to be met by applying to Messrs the PREMIER BOOTMAKER, whose shop is now replete with Winter Goods in great Variety.	[282, 169, 414, 208]
press-label: (PER PRESS ASSOCIATION.)	[30, 824, 111, 832]
ad-block	[701, 735, 834, 885]
article-text: Mr Hutchison has also given notice of amendments to render liable for any deficiency as between receipts, working expenses, and interest on cost.	[143, 433, 275, 458]
ad-text: Prices at the Mill; Straw Chaff, £3 per ton; Hay and Straw, mixed, £3. Orders of 120 bags, delivered in Timaru, 3s per ton extra. All sorts of Grain Ground at 3d per bushel. Cutting Straw Sheaves or Oat Sheaves, £1 per ton. Terms Cash, less 2½ per cent. Apply, R. A. BARKER, Otapi, Orari!	[282, 1036, 414, 1085]
column-6	[698, 26, 838, 1526]
foundry-heading: NORTH OTAGO FOUNDRY.	[707, 1043, 828, 1054]
ad-text: HAKATERAMEA—Are now treating on very reasonable terms, with purchasing clause, Blocks of the Eiwon Wheat growing Land, Hakateramea Valley. Particulars on application. CAVE—400 acres first-class grazing Land, £2 per acre. WAITAKI—550 Acres Farm, fenced, house and yards, £3. HERON—100 Acres, 2/5, 29195. TE KOHURE—350 Acres Improved Farm with first-class Buildings, £5.	[841, 566, 971, 640]
